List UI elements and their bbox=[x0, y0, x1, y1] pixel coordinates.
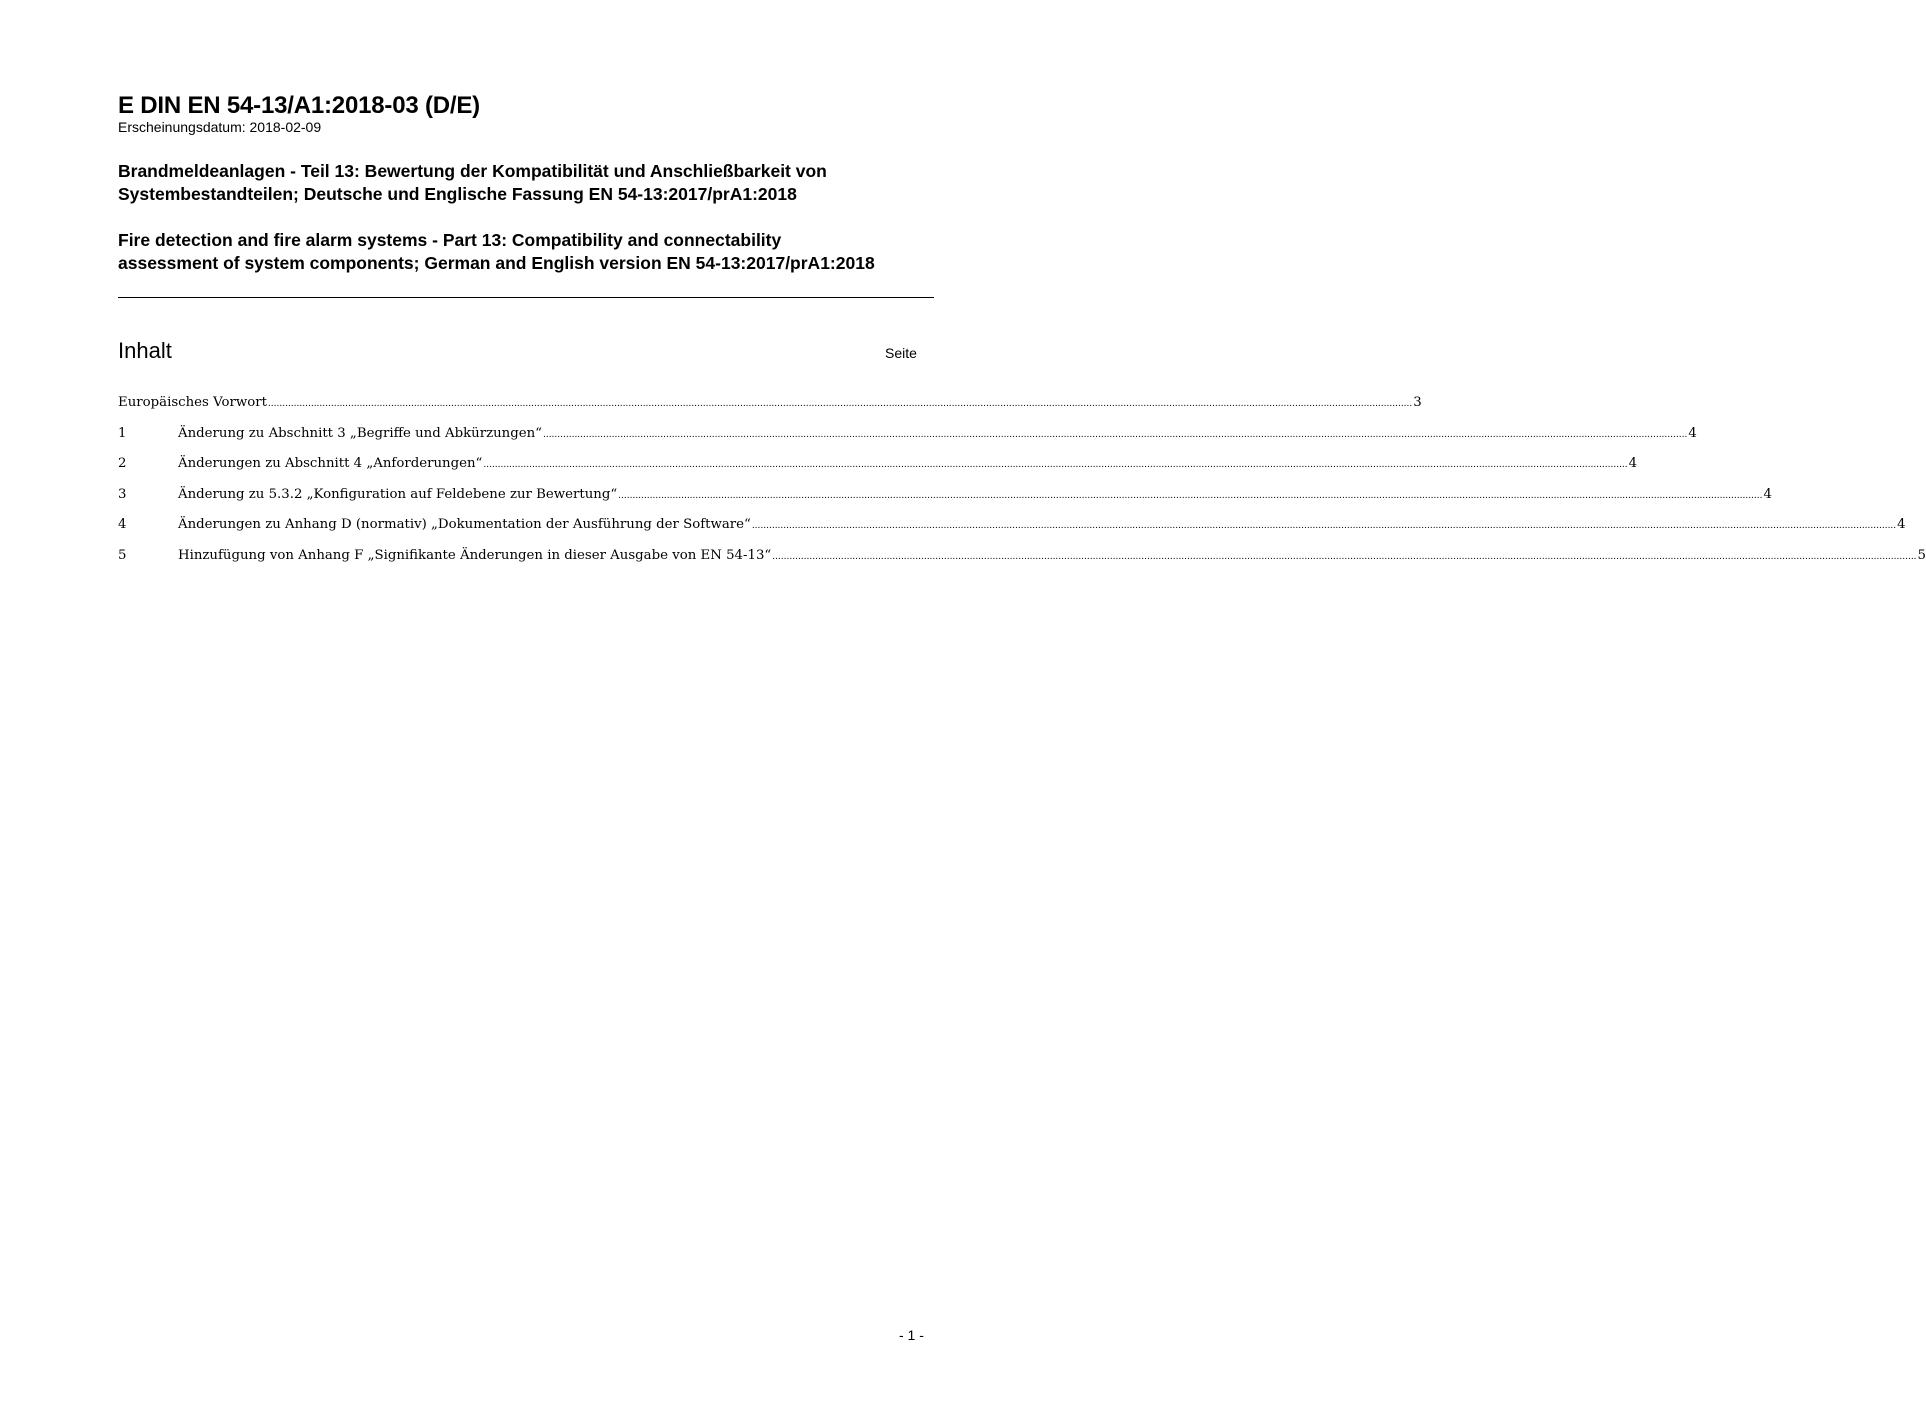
document-number: E DIN EN 54-13/A1:2018-03 (D/E) bbox=[118, 92, 480, 119]
toc-entry[interactable] bbox=[118, 517, 1906, 548]
toc-entry-page: 4 bbox=[1628, 456, 1638, 471]
toc-entry-page: 3 bbox=[1413, 395, 1422, 410]
title-german: Brandmeldeanlagen - Teil 13: Bewertung der Kompatibilität und Anschließbarkeit von Systembestandteilen; Deutsche und Englische Fassung EN 54-13:2017/prA1:2018 bbox=[118, 161, 827, 204]
toc-dot-leader: ................................................................................................................................................................................................................................................................................................................................................................................................................ bbox=[751, 521, 1897, 531]
toc-entry[interactable] bbox=[118, 425, 1697, 457]
toc-dot-leader: ................................................................................................................................................................................................................................................................................................................................................................................................................ bbox=[483, 460, 1628, 470]
page-number: - 1 - bbox=[899, 1327, 924, 1343]
toc-entry-page: 4 bbox=[1763, 486, 1772, 502]
toc-entry[interactable] bbox=[118, 456, 1638, 487]
toc-entry-title: Hinzufügung von Anhang F „Signifikante Änderungen in dieser Ausgabe von EN 54-13“ bbox=[178, 547, 772, 563]
toc-entry[interactable] bbox=[118, 486, 1772, 518]
toc-heading: Inhalt bbox=[118, 338, 172, 363]
toc-entry-page: 4 bbox=[1897, 517, 1906, 532]
toc-entry[interactable] bbox=[118, 395, 1422, 426]
toc-entry-title: Änderungen zu Anhang D (normativ) „Dokumentation der Ausführung der Software“ bbox=[178, 517, 751, 532]
toc-dot-leader: ................................................................................................................................................................................................................................................................................................................................................................................................................ bbox=[267, 399, 1413, 409]
toc-dot-leader: ................................................................................................................................................................................................................................................................................................................................................................................................................ bbox=[772, 551, 1917, 562]
toc-entry-number: 5 bbox=[118, 547, 127, 563]
title-english: Fire detection and fire alarm systems - Part 13: Compatibility and connectability assessment of system components; German and English version EN 54-13:2017/prA1:2018 bbox=[118, 230, 875, 273]
toc-dot-leader: ................................................................................................................................................................................................................................................................................................................................................................................................................ bbox=[618, 490, 1763, 501]
toc-entry-title: Änderungen zu Abschnitt 4 „Anforderungen“ bbox=[178, 456, 483, 471]
table-of-contents bbox=[118, 395, 1926, 578]
toc-entry-page: 5 bbox=[1917, 547, 1926, 563]
toc-entry-title: Europäisches Vorwort bbox=[118, 395, 267, 410]
toc-entry[interactable] bbox=[118, 547, 1926, 579]
toc-entry-number: 2 bbox=[118, 456, 127, 471]
publication-date: Erscheinungsdatum: 2018-02-09 bbox=[118, 119, 322, 135]
toc-entry-title: Änderung zu 5.3.2 „Konfiguration auf Feldebene zur Bewertung“ bbox=[178, 486, 618, 502]
toc-entry-page: 4 bbox=[1688, 425, 1697, 441]
title-divider bbox=[118, 297, 934, 298]
toc-entry-number: 4 bbox=[118, 517, 127, 532]
toc-entry-title: Änderung zu Abschnitt 3 „Begriffe und Abkürzungen“ bbox=[178, 425, 542, 441]
toc-entry-number: 1 bbox=[118, 425, 127, 441]
toc-entry-number: 3 bbox=[118, 486, 127, 502]
toc-dot-leader: ................................................................................................................................................................................................................................................................................................................................................................................................................ bbox=[542, 429, 1688, 440]
toc-page-column-label: Seite bbox=[885, 345, 917, 361]
